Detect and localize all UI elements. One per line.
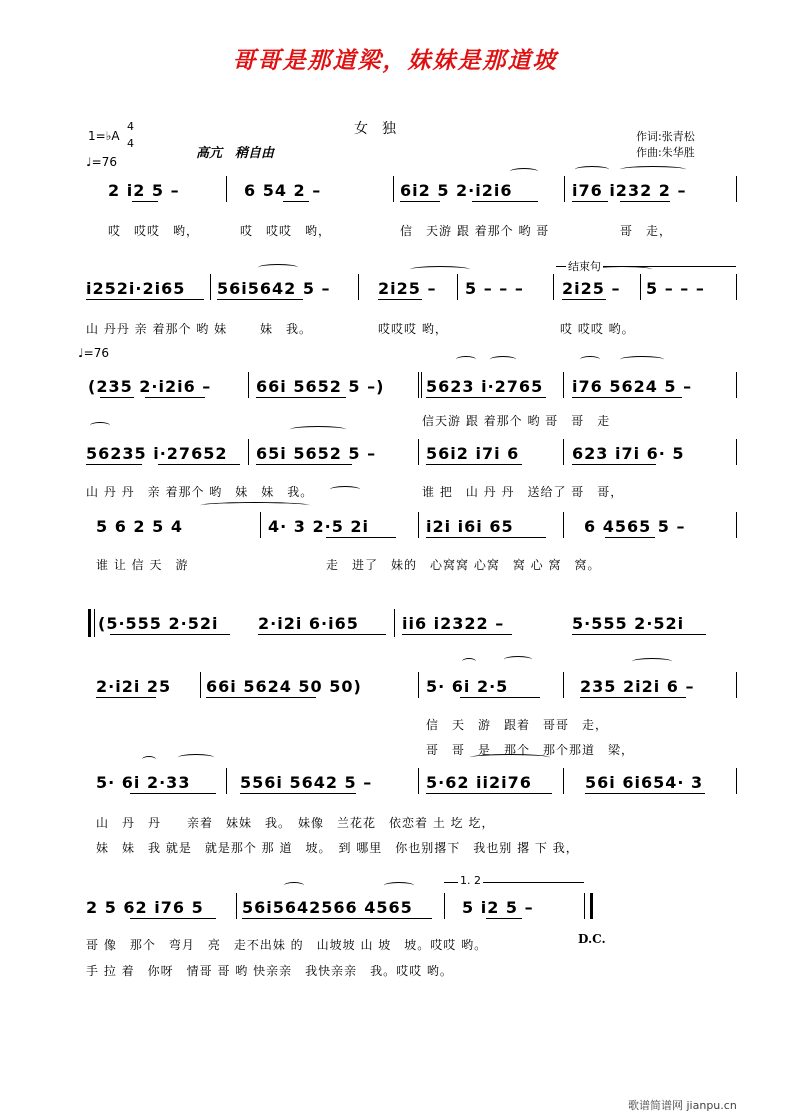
lyric-line: 妹 我。 xyxy=(260,322,313,336)
composer: 作曲:朱华胜 xyxy=(636,146,695,159)
song-title: 哥哥是那道梁，妹妹是那道坡 xyxy=(232,47,558,74)
slur xyxy=(258,264,298,271)
measure-notes: ii6 i2322 – xyxy=(402,614,505,633)
measure-notes: 623 i7i 6· 5 xyxy=(572,444,685,463)
beam xyxy=(426,793,552,794)
barline xyxy=(444,893,445,919)
lyric-line: 山 丹 丹 亲着 妹妹 我。 妹像 兰花花 依恋着 土 圪 圪， xyxy=(96,816,495,830)
beam xyxy=(96,697,156,698)
beam xyxy=(217,299,303,300)
measure-notes: i252i·2i65 xyxy=(86,279,186,298)
measure-notes: 5 – – – xyxy=(646,279,705,298)
time-sig-bottom: 4 xyxy=(127,137,134,150)
lyric-line: 哎 哎哎 哟， xyxy=(240,224,332,238)
measure-notes: 6i2 5 2·i2i6 xyxy=(400,181,513,200)
beam xyxy=(562,299,606,300)
beam xyxy=(130,918,216,919)
barline xyxy=(736,512,737,538)
measure-notes: 2·i2i 6·i65 xyxy=(258,614,359,633)
ending-label: 结束句 xyxy=(568,260,601,273)
measure-notes: 556i 5642 5 – xyxy=(240,773,373,792)
barline xyxy=(640,274,641,300)
beam xyxy=(378,299,422,300)
lyric-line: 妹 妹 我 就是 就是那个 那 道 坡。 到 哪里 你也别撂下 我也别 撂 下 我， xyxy=(96,841,579,855)
slur xyxy=(490,356,516,363)
beam xyxy=(100,397,134,398)
slur xyxy=(620,166,686,173)
beam xyxy=(585,793,705,794)
slur xyxy=(504,656,532,663)
lyric-line: 哥 像 那个 弯月 亮 走不出妹 的 山坡坡 山 坡 坡。哎哎 哟。 xyxy=(86,938,488,952)
beam xyxy=(426,537,546,538)
barline xyxy=(226,768,227,794)
lyric-line: 谁 让 信 天 游 xyxy=(96,558,189,572)
beam xyxy=(572,634,706,635)
beam xyxy=(206,697,316,698)
barline xyxy=(248,372,249,398)
measure-notes: 5·62 ii2i76 xyxy=(426,773,532,792)
barline xyxy=(736,768,737,794)
measure-notes: 5·555 2·52i xyxy=(572,614,685,633)
barline xyxy=(236,893,237,919)
slur xyxy=(142,756,156,763)
measure-notes: 56i5642566 4565 xyxy=(242,898,413,917)
beam xyxy=(486,918,522,919)
barline xyxy=(260,512,261,538)
lyric-line: 哎 哎哎 哟， xyxy=(108,224,200,238)
beam xyxy=(242,918,432,919)
beam xyxy=(460,697,540,698)
slur xyxy=(330,486,360,493)
beam xyxy=(86,464,142,465)
barline xyxy=(736,672,737,698)
beam xyxy=(132,201,158,202)
lyric-line: 手 拉 着 你呀 情哥 哥 哟 快亲亲 我快亲亲 我。哎哎 哟。 xyxy=(86,964,453,978)
performer: 女 独 xyxy=(354,121,396,137)
barline xyxy=(418,439,419,465)
barline xyxy=(418,372,419,398)
barline xyxy=(418,768,419,794)
lyric-line: 走 进了 妹的 心窝窝 心窝 窝 心 窝 窝。 xyxy=(326,558,601,572)
time-sig-top: 4 xyxy=(127,120,134,133)
watermark: 歌谱简谱网 jianpu.cn xyxy=(628,1099,737,1112)
beam xyxy=(283,201,309,202)
beam xyxy=(605,537,655,538)
slur xyxy=(580,356,600,363)
measure-notes: (235 2·i2i6 – xyxy=(88,377,212,396)
barline xyxy=(564,176,565,202)
slur xyxy=(284,882,304,889)
barline xyxy=(553,274,554,300)
repeat-end xyxy=(590,893,593,919)
beam xyxy=(326,537,396,538)
beam xyxy=(240,793,356,794)
barline xyxy=(563,768,564,794)
lyric-line: 哥 哥 是 那个 那个那道 梁， xyxy=(426,743,635,757)
measure-notes: 2i25 – xyxy=(378,279,437,298)
measure-notes: 4· 3 2·5 2i xyxy=(268,517,370,536)
barline xyxy=(736,372,737,398)
slur xyxy=(456,356,476,363)
lyric-line: 山 丹 丹 亲 着那个 哟 妹 妹 我。 xyxy=(86,485,314,499)
measure-notes: 5 6 2 5 4 xyxy=(96,517,183,536)
measure-notes: 5 – – – xyxy=(465,279,524,298)
beam xyxy=(86,299,204,300)
measure-notes: 2 5 62 i76 5 xyxy=(86,898,204,917)
beam xyxy=(572,464,656,465)
slur xyxy=(575,166,609,173)
slur xyxy=(178,754,214,761)
beam xyxy=(620,201,670,202)
beam xyxy=(110,634,230,635)
lyricist: 作词:张青松 xyxy=(636,130,695,143)
barline xyxy=(418,512,419,538)
barline xyxy=(563,439,564,465)
barline xyxy=(94,609,95,637)
measure-notes: 66i 5652 5 –) xyxy=(256,377,385,396)
slur xyxy=(90,422,110,429)
beam xyxy=(130,793,216,794)
measure-notes: i76 i232 2 – xyxy=(572,181,687,200)
style-marking: 高亢 稍自由 xyxy=(196,146,275,161)
lyric-line: 信 天游 跟 着那个 哟 哥 xyxy=(400,224,550,238)
beam xyxy=(426,397,546,398)
barline xyxy=(736,176,737,202)
slur xyxy=(384,882,414,889)
beam xyxy=(402,634,512,635)
slur xyxy=(510,168,538,175)
beam xyxy=(258,634,386,635)
measure-notes: 5 i2 5 – xyxy=(462,898,534,917)
barline xyxy=(394,609,395,637)
key-signature: 1=♭A xyxy=(88,129,120,143)
lyric-line: 哎 哎哎 哟。 xyxy=(560,322,635,336)
slur xyxy=(462,658,476,665)
slur xyxy=(200,502,310,509)
measure-notes: 2 i2 5 – xyxy=(108,181,180,200)
lyric-line: 哥 走， xyxy=(620,224,673,238)
measure-notes: 56i5642 5 – xyxy=(217,279,331,298)
barline xyxy=(736,274,737,300)
barline xyxy=(248,439,249,465)
measure-notes: 5· 6i 2·5 xyxy=(426,677,509,696)
beam xyxy=(572,201,608,202)
measure-notes: 5· 6i 2·33 xyxy=(96,773,191,792)
slur xyxy=(632,658,672,665)
barline xyxy=(200,672,201,698)
barline xyxy=(226,176,227,202)
barline xyxy=(563,372,564,398)
barline xyxy=(563,512,564,538)
lyric-line: 谁 把 山 丹 丹 送给了 哥 哥， xyxy=(422,485,624,499)
barline xyxy=(393,176,394,202)
lyric-line: 哎哎哎 哟， xyxy=(378,322,448,336)
beam xyxy=(400,201,440,202)
measure-notes: 2·i2i 25 xyxy=(96,677,172,696)
slur xyxy=(620,356,664,363)
tempo-marking: ♩=76 xyxy=(78,346,109,360)
repeat-start xyxy=(88,609,91,637)
barline xyxy=(736,439,737,465)
barline xyxy=(210,274,211,300)
slur xyxy=(290,426,346,433)
beam xyxy=(472,201,538,202)
da-capo: D.C. xyxy=(578,932,606,946)
measure-notes: 66i 5624 50 50) xyxy=(206,677,362,696)
measure-notes: 5623 i·2765 xyxy=(426,377,544,396)
beam xyxy=(256,464,352,465)
measure-notes: i2i i6i 65 xyxy=(426,517,514,536)
lyric-line: 信天游 跟 着那个 哟 哥 哥 走 xyxy=(422,414,611,428)
measure-notes: 56235 i·27652 xyxy=(86,444,228,463)
beam xyxy=(256,397,346,398)
barline xyxy=(421,372,422,398)
barline xyxy=(584,893,585,919)
beam xyxy=(145,397,205,398)
lyric-line: 信 天 游 跟着 哥哥 走， xyxy=(426,718,609,732)
measure-notes: 65i 5652 5 – xyxy=(256,444,377,463)
lyric-line: 山 丹丹 亲 着那个 哟 妹 xyxy=(86,322,228,336)
measure-notes: i76 5624 5 – xyxy=(572,377,693,396)
slur xyxy=(470,754,550,761)
measure-notes: (5·555 2·52i xyxy=(98,614,219,633)
barline xyxy=(418,672,419,698)
beam xyxy=(158,464,240,465)
beam xyxy=(580,697,686,698)
measure-notes: 6 54 2 – xyxy=(244,181,322,200)
beam xyxy=(426,464,522,465)
tempo-marking: ♩=76 xyxy=(86,155,117,169)
slur xyxy=(410,266,470,273)
barline xyxy=(563,672,564,698)
beam xyxy=(572,397,682,398)
volta-label: 1. 2 xyxy=(460,874,481,887)
measure-notes: 6 4565 5 – xyxy=(584,517,686,536)
measure-notes: 235 2i2i 6 – xyxy=(580,677,695,696)
measure-notes: 56i 6i654· 3 xyxy=(585,773,704,792)
barline xyxy=(358,274,359,300)
measure-notes: 2i25 – xyxy=(562,279,621,298)
measure-notes: 56i2 i7i 6 xyxy=(426,444,520,463)
barline xyxy=(457,274,458,300)
